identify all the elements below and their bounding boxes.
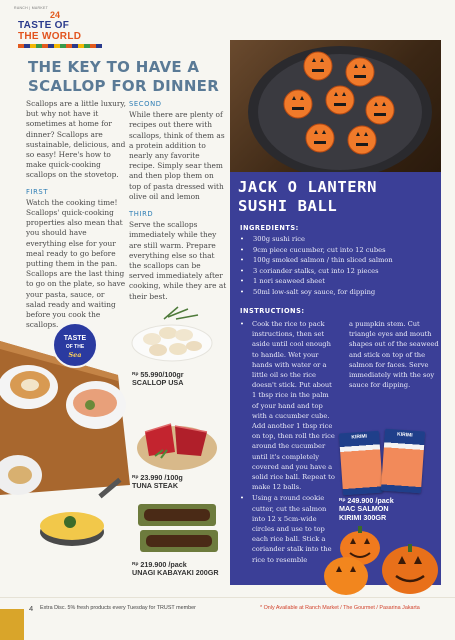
product-price: 55.990/100gr bbox=[140, 370, 184, 379]
product-price: 249.900 /pack bbox=[347, 496, 394, 505]
badge-line-1: TASTE bbox=[63, 335, 87, 342]
taste-of-the-sea-badge bbox=[52, 322, 98, 368]
list-item: • 300g sushi rice bbox=[240, 234, 436, 245]
section-text-first: Watch the cooking time! Scallops' quick-cooking properties also mean that you should have everything else for your meal ready to go before putting them in the pan. Scallops are the last thing to go on the plate, so have your pasta, sauce, or salad ready and waiting before you cook the scallops. bbox=[26, 197, 126, 330]
section-text-second: While there are plenty of recipes out there with scallops, think of them as a protein addition to nearly any favorite recipe. Simply sear them and then plop them on top of pasta dressed with olive oil and lemon bbox=[129, 110, 225, 201]
product-price: 219.900 /pack bbox=[140, 560, 187, 569]
scallop-photo bbox=[128, 305, 216, 365]
brand-logo bbox=[14, 6, 106, 52]
list-item: • Using a round cookie cutter, cut the salmon into 12 x 5cm-wide circles and use to top each rice ball. Stick a coriander stalk into the rice to resemble bbox=[240, 493, 336, 564]
instructions-heading: INSTRUCTIONS: bbox=[240, 307, 305, 315]
pack-label: KIRIMI bbox=[396, 431, 413, 439]
badge-line-2: OF THE bbox=[65, 344, 85, 350]
product-name: TUNA STEAK bbox=[132, 481, 179, 491]
list-item: • 3 coriander stalks, cut into 12 pieces bbox=[240, 266, 436, 277]
list-item: • 50ml low-salt soy sauce, for dipping bbox=[240, 287, 436, 298]
unagi-kabayaki-photo bbox=[128, 500, 228, 558]
currency-label: Rp bbox=[132, 372, 139, 377]
seafood-platter-photo bbox=[0, 335, 130, 565]
product-name: UNAGI KABAYAKI 200GR bbox=[132, 568, 219, 578]
product-price: 23.990 /100g bbox=[140, 473, 183, 482]
section-heading-third: THIRD bbox=[129, 210, 154, 219]
product-scallop-price-block bbox=[132, 371, 184, 388]
recipe-title: JACK O LANTERN SUSHI BALL bbox=[238, 178, 378, 215]
list-item: • Cook the rice to pack instructions, then set aside until cool enough to handle. Wet your hands with water or a little oil so the rice doesn't stick. Put about 1 tbsp rice in the palm of your hand and top with a cucumber cube. Add another 1 tbsp rice on top, then roll the rice around the cucumber until it's completely covered and you have a solid rice ball. Repeat to make 12 balls. bbox=[240, 319, 336, 492]
salmon-pack-1 bbox=[339, 431, 383, 496]
ingredients-list bbox=[240, 234, 436, 297]
logo-line-2: THE WORLD bbox=[18, 31, 82, 42]
product-unagi-price-block bbox=[132, 561, 219, 578]
footer-availability: * Only Available at Ranch Market / The Gourmet / Pasarina Jakarta bbox=[260, 605, 420, 611]
logo-number: 24 bbox=[50, 10, 61, 20]
currency-label: Rp bbox=[132, 562, 139, 567]
product-salmon-price-block bbox=[339, 497, 401, 522]
logo-brand: RANCH | MARKET bbox=[14, 6, 49, 10]
badge-line-3: Sea bbox=[68, 351, 82, 359]
tuna-steak-photo bbox=[135, 410, 220, 472]
currency-label: Rp bbox=[132, 475, 139, 480]
footer-divider bbox=[0, 597, 455, 598]
list-item: • 100g smoked salmon / thin sliced salmon bbox=[240, 255, 436, 266]
section-heading-second: SECOND bbox=[129, 100, 162, 108]
intro-paragraph: Scallops are a little luxury, but why not have it sometimes at home for dinner? Scallops are sustainable, delicious, and so easy! Here's how to make quick-cooking scallops on the stovetop. bbox=[26, 99, 126, 180]
footer-promo: Extra Disc. 5% fresh products every Tuesday for TRUST member bbox=[40, 605, 196, 611]
product-name: MAC SALMON KIRIMI 300GR bbox=[339, 504, 389, 522]
instructions-continued: a pumpkin stem. Cut triangle eyes and mouth shapes out of the seaweed and stick on top of the salmon for faces. Serve immediately with the soy sauce for dipping. bbox=[349, 320, 439, 390]
pumpkins-photo bbox=[322, 520, 440, 598]
logo-pattern-bar bbox=[18, 44, 102, 48]
section-heading-first: FIRST bbox=[26, 187, 49, 196]
list-item: • 9cm piece cucumber, cut into 12 cubes bbox=[240, 245, 436, 256]
article-title: THE KEY TO HAVE A SCALLOP FOR DINNER bbox=[28, 58, 220, 95]
logo-line-1: TASTE OF bbox=[18, 20, 70, 31]
list-item: • 1 nori seaweed sheet bbox=[240, 276, 436, 287]
salmon-pack-2 bbox=[381, 429, 425, 494]
corner-decoration bbox=[0, 609, 24, 640]
section-text-third: Serve the scallops immediately while they are still warm. Prepare everything else so that the scallops can be served immediately after cooking, while they are at their best. bbox=[129, 220, 227, 301]
pack-label: KIRIMI bbox=[351, 433, 368, 441]
sushi-pumpkins-photo bbox=[230, 40, 441, 172]
product-tuna-price-block bbox=[132, 474, 183, 491]
product-name: SCALLOP USA bbox=[132, 378, 184, 388]
article-column-middle bbox=[129, 99, 227, 302]
ingredients-heading: INGREDIENTS: bbox=[240, 224, 299, 232]
page-number: 4 bbox=[29, 604, 34, 613]
currency-label: Rp bbox=[339, 498, 346, 503]
article-column-left bbox=[26, 99, 126, 330]
